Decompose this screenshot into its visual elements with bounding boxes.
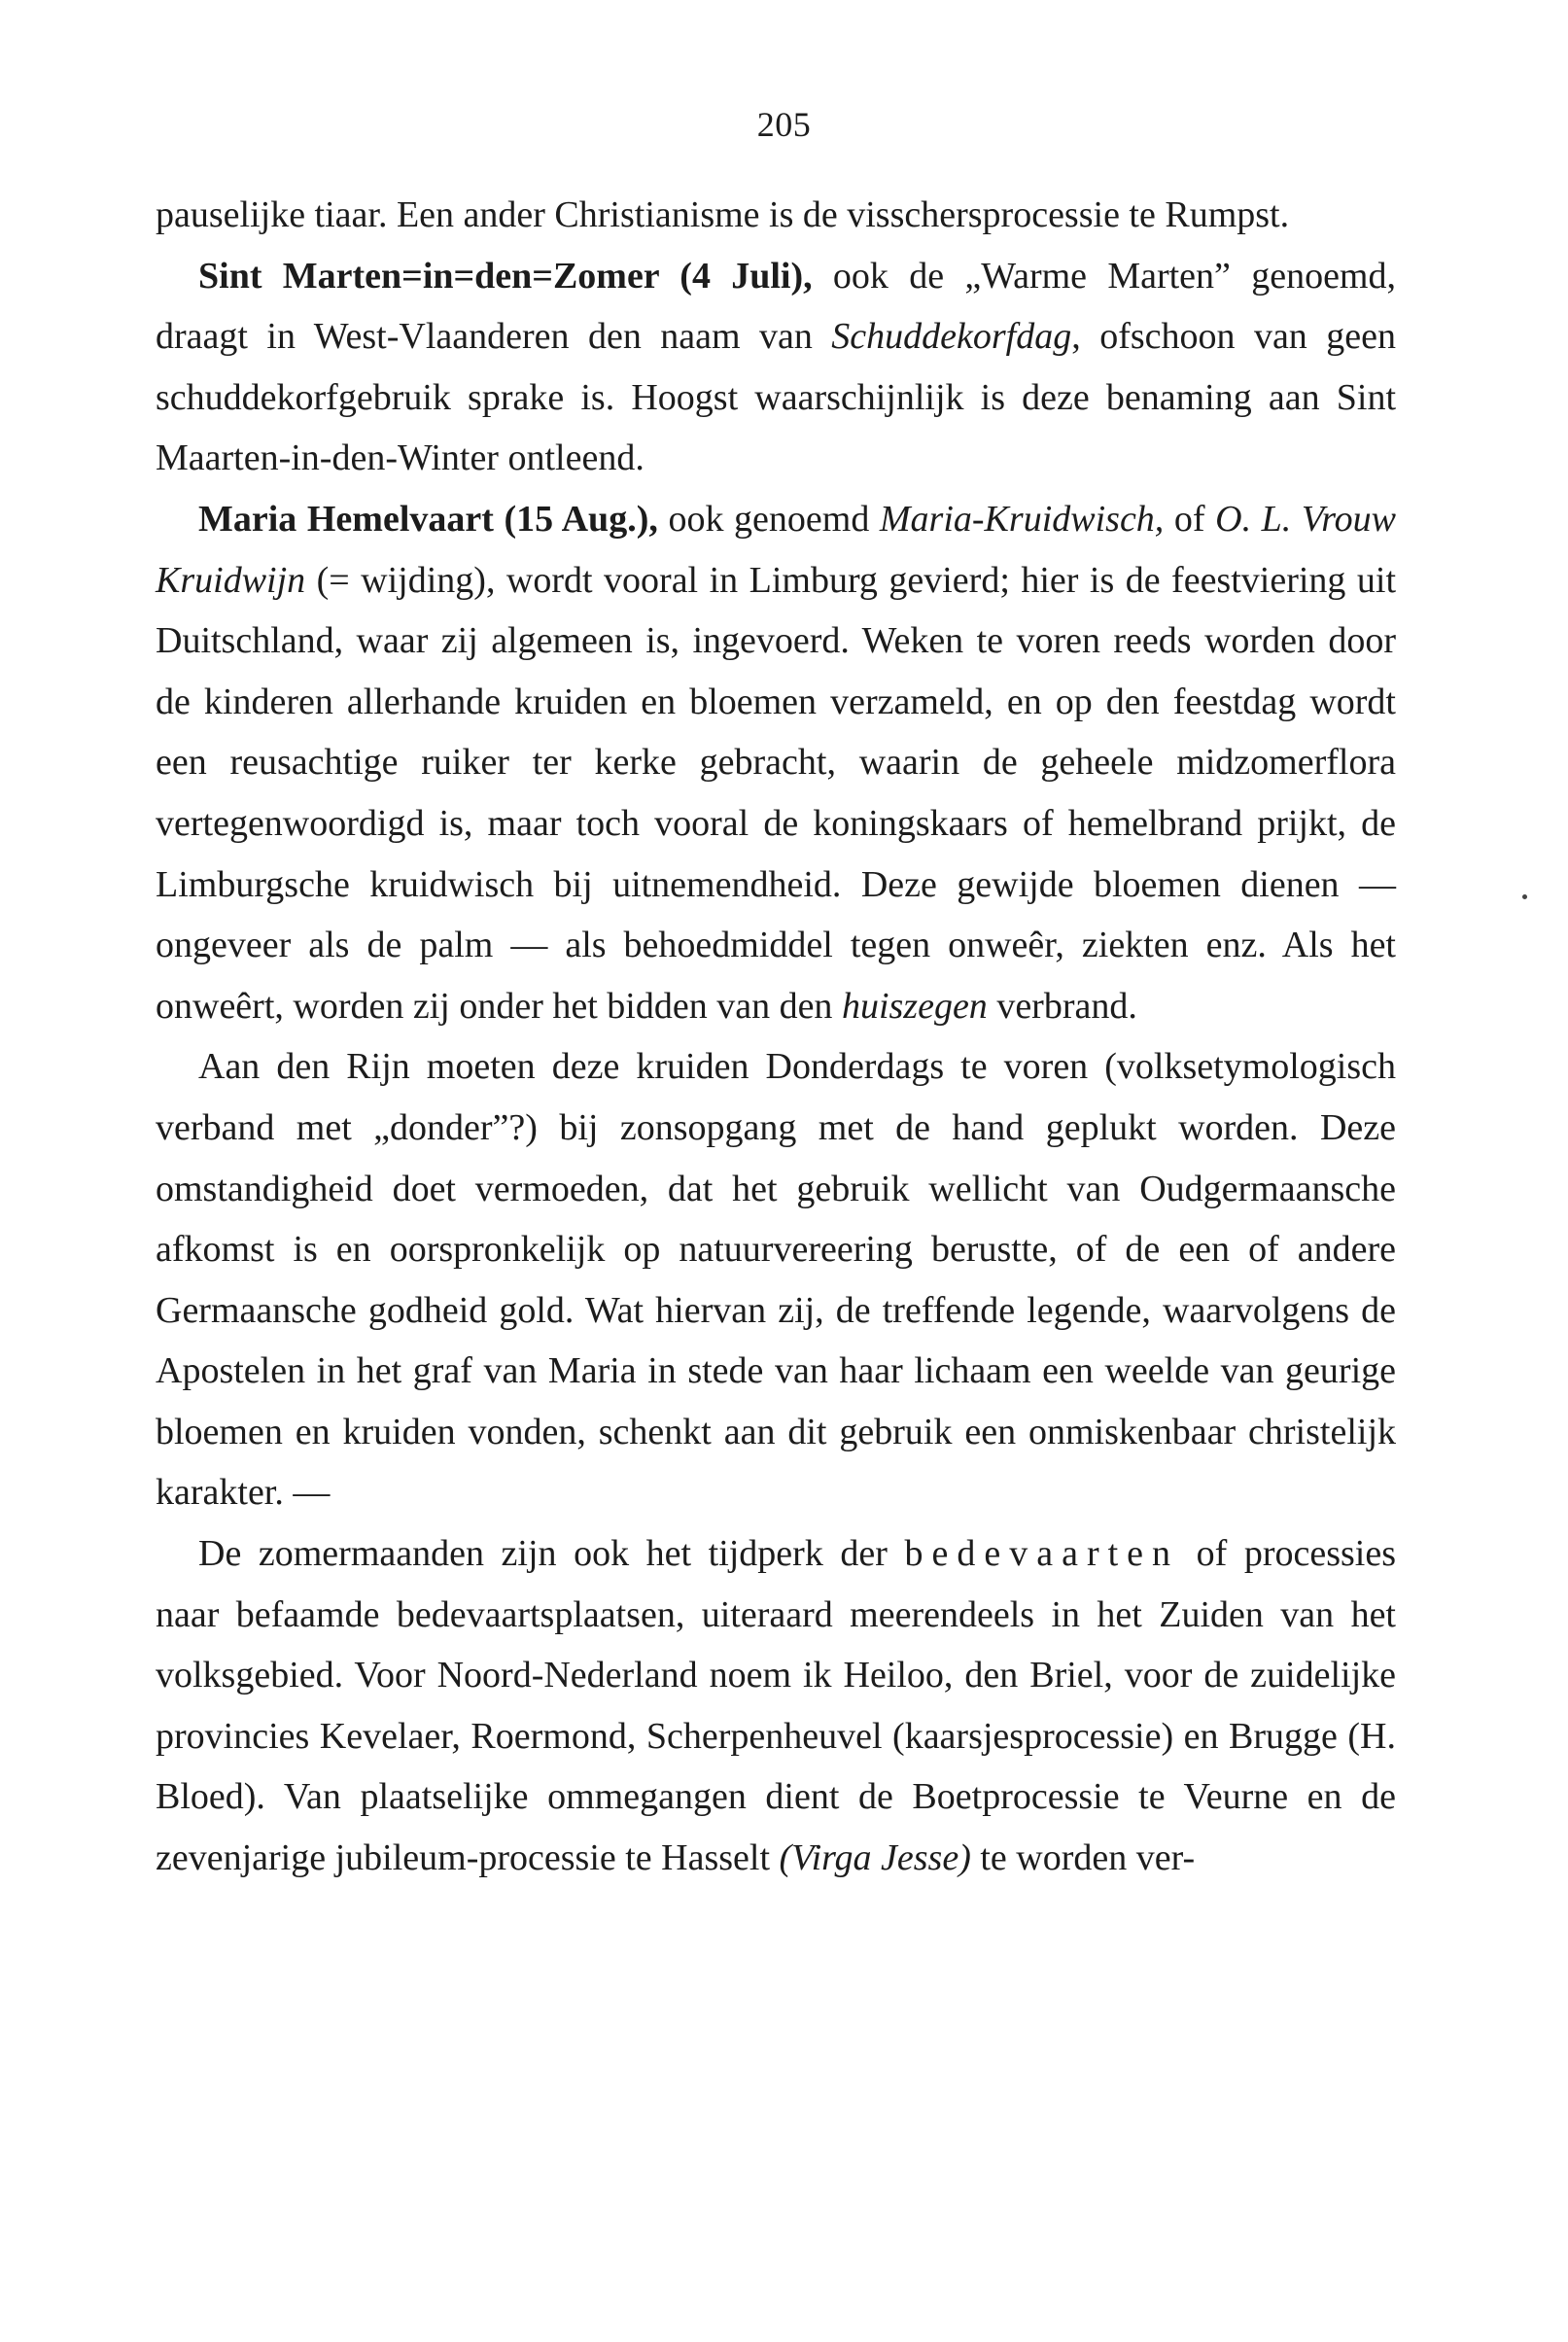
paragraph-text: Aan den Rijn moeten deze kruiden Donderdags te voren (volksetymologisch verband met „donder”?) bij zonsopgang met de hand geplukt worden. Deze omstandigheid doet vermoeden, dat het gebruik wellicht van Oudgermaansche afkomst is en oorspronkelijk op natuurvereering berustte, of de een of andere Germaansche godheid gold. Wat hiervan zij, de treffende legende, waarvolgens de Apostelen in het graf van Maria in stede van haar lichaam een weelde van geurige bloemen en kruiden vonden, schenkt aan dit gebruik een onmiskenbaar christelijk karakter. — [156,1046,1396,1514]
paragraph-sint-marten [156,246,1396,489]
page-number: 205 [756,105,812,144]
paragraph-rumpst [156,185,1396,246]
paragraph-text: (= wijding), wordt vooral in Limburg gevierd; hier is de feestviering uit Duitschland, waar zij algemeen is, ingevoerd. Weken te voren reeds worden door de kinderen allerhande kruiden en bloemen verzameld, en op den feestdag wordt een reusachtige ruiker ter kerke gebracht, waarin de geheele midzomerflora vertegenwoordigd is, maar toch vooral de koningskaars of hemelbrand prijkt, de Limburgsche kruidwisch bij uitnemendheid. Deze gewijde bloemen dienen — ongeveer als de palm — als behoedmiddel tegen onweêr, ziekten enz. Als het onweêrt, worden zij onder het bidden van den [156,559,1396,1027]
paragraph-text: verbrand. [987,985,1137,1027]
italic-term: huiszegen [841,985,988,1027]
italic-term: (Virga Jesse) [779,1837,971,1879]
spaced-term: bedevaarten [904,1533,1180,1575]
body-text [156,185,1396,1889]
paragraph-text: of [1164,498,1216,540]
paragraph-text: De zomermaanden zijn ook het tijdperk der [198,1533,905,1575]
paragraph-maria-hemelvaart [156,489,1396,1036]
italic-term: Maria-Kruidwisch, [879,498,1165,540]
paragraph-text: of processies naar befaamde bedevaartsplaatsen, uiteraard meerendeels in het Zuiden van het volksgebied. Voor Noord-Nederland noem ik Heiloo, den Briel, voor de zuidelijke provincies Kevelaer, Roermond, Scherpenheuvel (kaarsjesprocessie) en Brugge (H. Bloed). Van plaatselijke ommegangen dient de Boetprocessie te Veurne en de zevenjarige jubileum-processie te Hasselt [156,1533,1396,1879]
paragraph-bedevaarten [156,1523,1396,1889]
paragraph-text: te worden ver- [970,1837,1196,1879]
feast-heading-maria-hemelvaart: Maria Hemelvaart (15 Aug.), [198,498,658,540]
paragraph-text: ook de „Warme Marten” genoemd, draagt in West-Vlaanderen den naam van [156,255,1396,358]
paragraph-text: ook genoemd [657,498,880,540]
paragraph-text: pauselijke tiaar. Een ander Christianisme is de visschersprocessie te Rumpst. [156,194,1290,235]
feast-heading-sint-marten: Sint Marten=in=den=Zomer (4 Juli), [198,255,813,297]
paragraph-rijn [156,1036,1396,1523]
paragraph-text: , ofschoon van geen schuddekorfgebruik sprake is. Hoogst waarschijnlijk is deze benaming aan Sint Maarten-in-den-Winter ontleend. [156,316,1396,479]
italic-term: O. L. Vrouw Kruidwijn [156,498,1396,601]
print-speck [1522,894,1527,899]
italic-term: Schuddekorfdag [831,316,1072,358]
